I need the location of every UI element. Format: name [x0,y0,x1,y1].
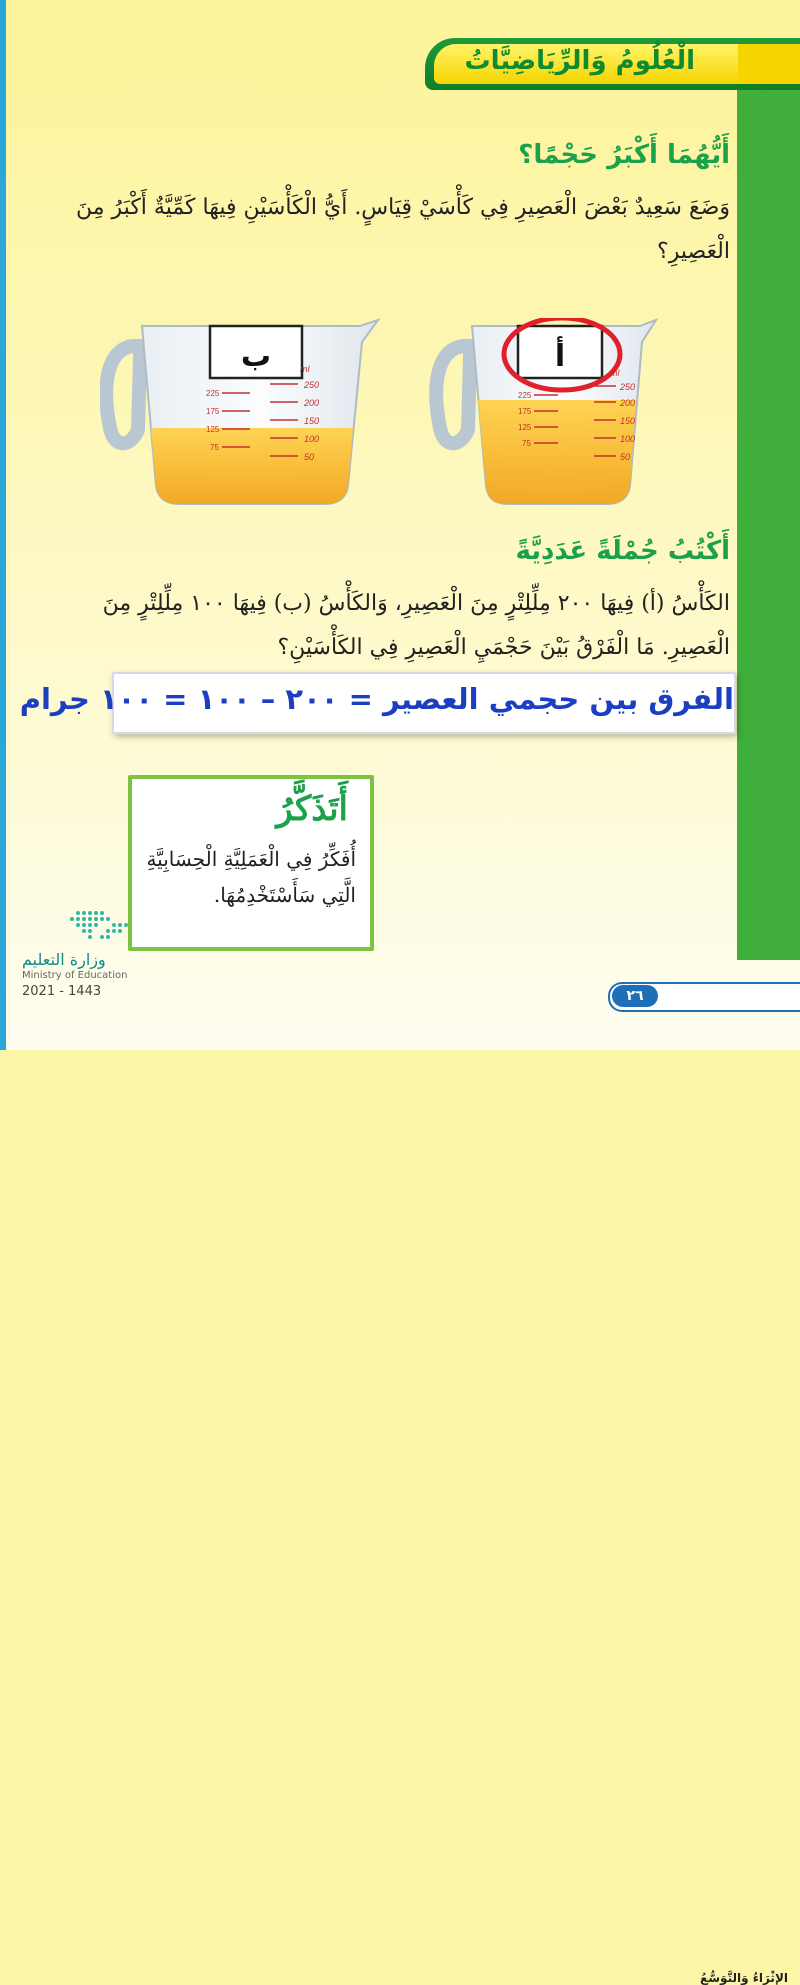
cup-a-mark-175: 175 [518,407,532,416]
question-text-number-sentence: الكَأْسُ (أ) فِيهَا ٢٠٠ مِلِّلِتْرٍ مِنَ الْعَصِيرِ، وَالكَأْسُ (ب) فِيهَا ١٠٠ مِلِّلِتْرٍ مِنَ الْعَصِيرِ. مَا الْفَرْقُ بَيْنَ حَجْمَيِ الْعَصِيرِ فِي الكَأْسَيْنِ؟ [102,591,730,660]
cup-b-mark-125: 125 [206,425,220,434]
cup-b-label: ب [240,339,272,374]
cup-b-unit: ml [300,364,310,374]
cup-b-mark-175: 175 [206,407,220,416]
cup-a-mark-50: 50 [620,452,631,462]
header-title: الْعُلُومُ وَالرِّيَاضِيَّاتُ [464,46,695,76]
cup-a-mark-75: 75 [522,439,531,448]
cup-b-mark-225: 225 [206,389,220,398]
cup-b-juice [151,428,353,504]
cup-b-mark-100: 100 [304,434,320,444]
cup-a-mark-200: 200 [620,398,636,408]
cup-a-juice [478,400,636,504]
cup-a-handle [436,346,470,443]
question-text-bigger-volume: وَضَعَ سَعِيدٌ بَعْضَ الْعَصِيرِ فِي كَأْسَيْ قِيَاسٍ. أَيُّ الْكَأْسَيْنِ فِيهَا كَمِّيَّةٌ أَكْبَرُ مِنَ الْعَصِيرِ؟ [76,195,730,264]
remember-title: أَتَذَكَّرُ [276,789,348,829]
cup-a-label: أ [554,339,566,374]
measuring-cup-b [106,320,378,504]
remember-box [128,775,374,951]
right-green-band [737,88,800,960]
cup-b-mark-200: 200 [304,398,320,408]
ministry-year: 2021 - 1443 [22,984,102,999]
cup-a-mark-150: 150 [620,416,636,426]
answer-box [19,672,736,734]
cup-b-mark-150: 150 [304,416,320,426]
footer-section-label: الإِثْرَاءُ وَالتَّوَسُّعُ [700,1971,788,1985]
measuring-cup-a [436,318,656,504]
measuring-cups-illustration [100,318,660,508]
cup-a-mark-125: 125 [518,423,532,432]
cup-a-mark-225: 225 [518,391,532,400]
ministry-name-ar: وزارة التعليم [22,950,106,969]
cup-b-mark-75: 75 [210,443,219,452]
cup-a-unit: ml [610,368,620,378]
header-banner-tab [738,44,800,84]
cup-b-mark-50: 50 [304,452,315,462]
remember-text: أُفَكِّرُ فِي الْعَمَلِيَّةِ الْحِسَابِيَّةِ الَّتِي سَأَسْتَخْدِمُهَا. [146,847,356,907]
question-title-number-sentence: أَكْتُبُ جُمْلَةً عَدَدِيَّةً [515,536,730,566]
cup-a-mark-100: 100 [620,434,636,444]
left-edge-strip [0,0,6,1050]
page-number: ٢٦ [612,985,658,1007]
question-title-bigger-volume: أَيُّهُمَا أَكْبَرُ حَجْمًا؟ [518,140,730,170]
cup-a-mark-250: 250 [620,382,636,392]
ministry-name-en: Ministry of Education [22,970,128,981]
cup-b-handle [106,346,140,443]
answer-text: الفرق بين حجمي العصير = ٢٠٠ – ١٠٠ = ١٠٠ جرام [19,682,734,716]
cup-b-mark-250: 250 [304,380,320,390]
